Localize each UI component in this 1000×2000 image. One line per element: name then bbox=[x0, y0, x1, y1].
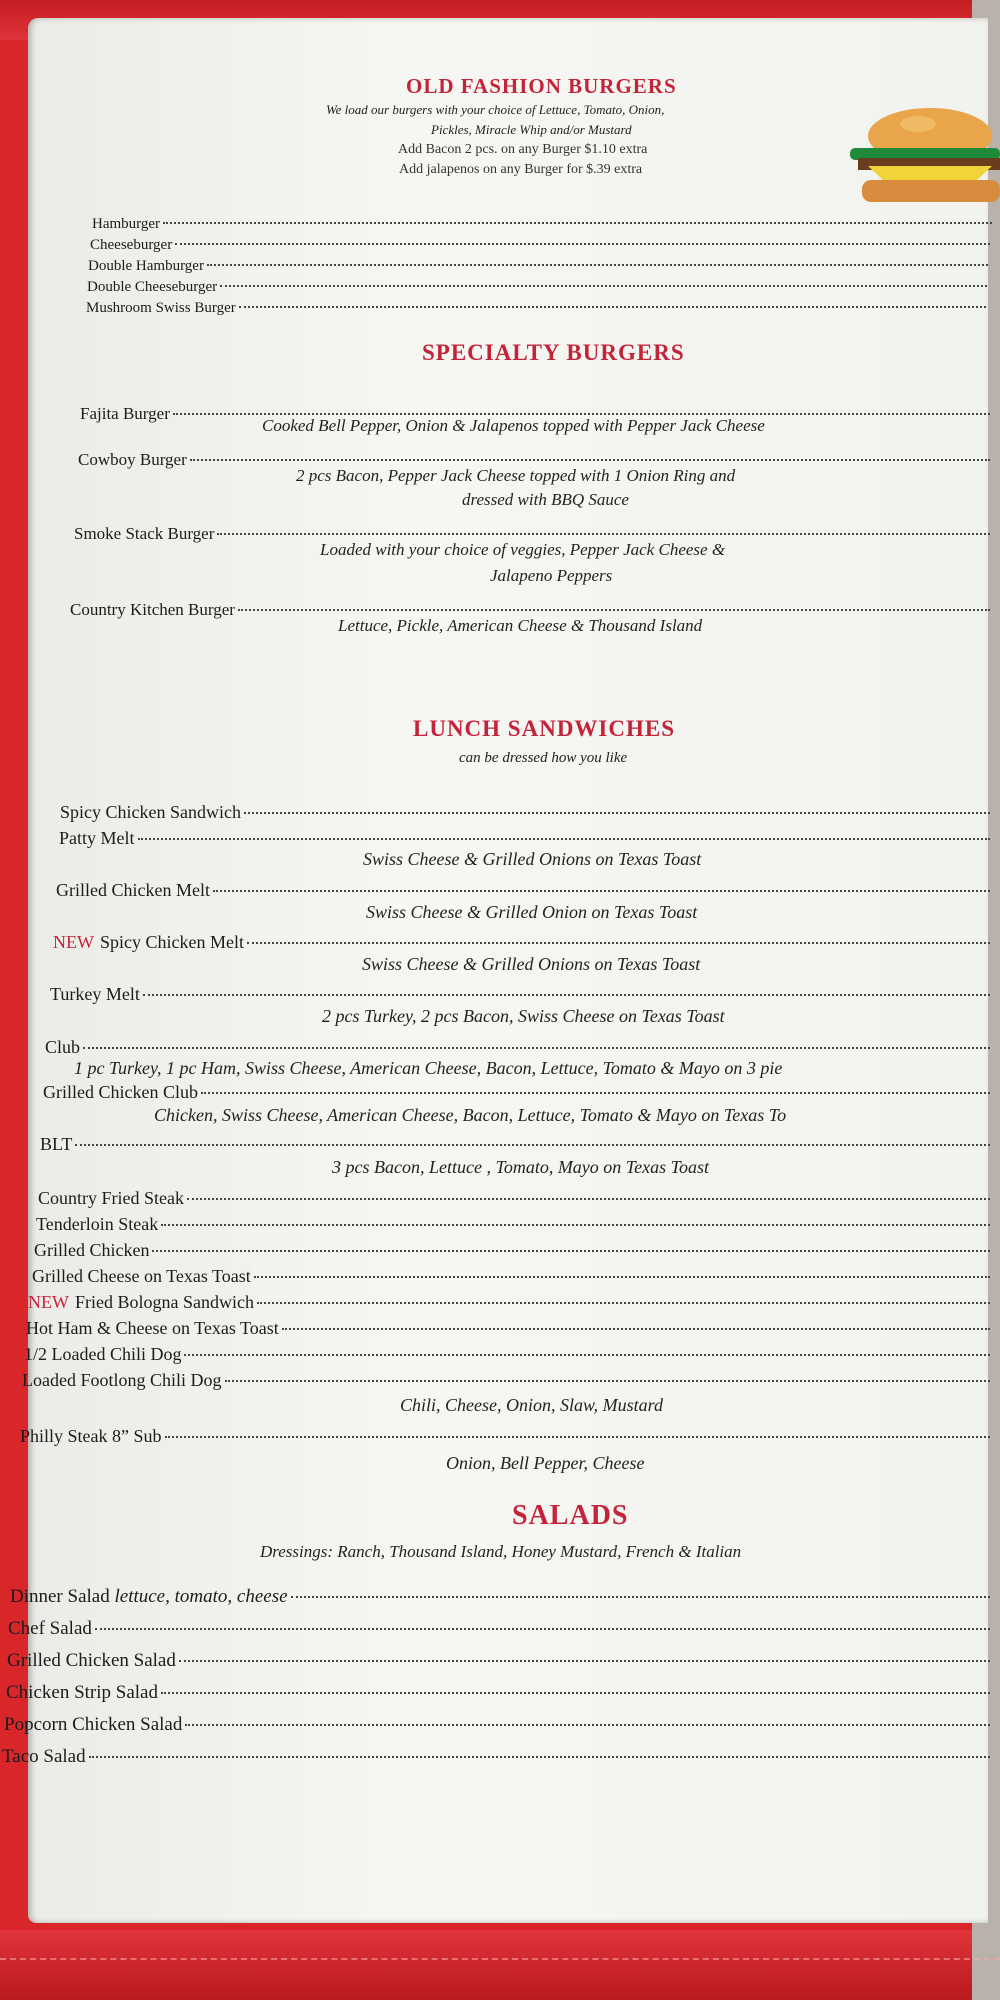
desc-spicy-chicken-melt: Swiss Cheese & Grilled Onions on Texas Toast bbox=[362, 954, 701, 974]
old-fashion-note-2: Pickles, Miracle Whip and/or Mustard bbox=[431, 122, 632, 137]
menu-item-smoke-stack-burger: Smoke Stack Burger bbox=[74, 524, 990, 544]
menu-item-grilled-cheese: Grilled Cheese on Texas Toast bbox=[32, 1266, 990, 1287]
desc-fajita-burger: Cooked Bell Pepper, Onion & Jalapenos topped with Pepper Jack Cheese bbox=[262, 416, 765, 435]
desc-patty-melt: Swiss Cheese & Grilled Onions on Texas Toast bbox=[363, 849, 702, 869]
desc-country-kitchen-burger: Lettuce, Pickle, American Cheese & Thousand Island bbox=[338, 616, 703, 635]
menu-item-loaded-footlong-chili-dog: Loaded Footlong Chili Dog bbox=[22, 1370, 990, 1391]
menu-item-double-hamburger: Double Hamburger bbox=[88, 258, 988, 275]
desc-grilled-chicken-melt: Swiss Cheese & Grilled Onion on Texas Toast bbox=[366, 902, 698, 922]
menu-item-grilled-chicken-melt: Grilled Chicken Melt bbox=[56, 880, 990, 901]
menu-item-country-fried-steak: Country Fried Steak bbox=[38, 1188, 990, 1209]
menu-item-half-loaded-chili-dog: 1/2 Loaded Chili Dog bbox=[24, 1344, 990, 1365]
menu-item-fajita-burger: Fajita Burger bbox=[80, 404, 990, 424]
lunch-title: LUNCH SANDWICHES bbox=[413, 716, 676, 741]
burger-icon bbox=[850, 106, 1000, 216]
menu-item-country-kitchen-burger: Country Kitchen Burger bbox=[70, 600, 990, 620]
desc-grilled-chicken-club: Chicken, Swiss Cheese, American Cheese, Bacon, Lettuce, Tomato & Mayo on Texas To bbox=[154, 1105, 787, 1125]
menu-item-cowboy-burger: Cowboy Burger bbox=[78, 450, 990, 470]
dinner-salad-extra: lettuce, tomato, cheese bbox=[114, 1586, 288, 1607]
desc-blt: 3 pcs Bacon, Lettuce , Tomato, Mayo on Texas Toast bbox=[332, 1157, 710, 1177]
new-badge: NEW bbox=[28, 1292, 69, 1312]
old-fashion-note-3: Add Bacon 2 pcs. on any Burger $1.10 extra bbox=[398, 142, 648, 157]
menu-item-fried-bologna-sandwich: NEW Fried Bologna Sandwich bbox=[28, 1292, 990, 1313]
menu-cover-bottom bbox=[0, 1930, 972, 2000]
menu-item-chicken-strip-salad: Chicken Strip Salad bbox=[6, 1682, 990, 1704]
menu-item-grilled-chicken: Grilled Chicken bbox=[34, 1240, 990, 1261]
menu-item-grilled-chicken-club: Grilled Chicken Club bbox=[43, 1082, 990, 1103]
menu-page bbox=[2, 18, 988, 1923]
menu-item-turkey-melt: Turkey Melt bbox=[50, 984, 990, 1005]
menu-item-taco-salad: Taco Salad bbox=[2, 1746, 990, 1768]
specialty-title: SPECIALTY BURGERS bbox=[422, 340, 685, 365]
salads-subtitle: Dressings: Ranch, Thousand Island, Honey Mustard, French & Italian bbox=[260, 1542, 742, 1561]
menu-item-hot-ham-cheese: Hot Ham & Cheese on Texas Toast bbox=[26, 1318, 990, 1339]
desc-smoke-stack-burger-1: Loaded with your choice of veggies, Pepper Jack Cheese & bbox=[320, 540, 726, 559]
desc-cowboy-burger-1: 2 pcs Bacon, Pepper Jack Cheese topped with 1 Onion Ring and bbox=[296, 466, 736, 485]
desc-club: 1 pc Turkey, 1 pc Ham, Swiss Cheese, American Cheese, Bacon, Lettuce, Tomato & Mayo on 3 pie bbox=[74, 1058, 783, 1078]
menu-item-spicy-chicken-melt: NEW Spicy Chicken Melt bbox=[53, 932, 990, 953]
old-fashion-note-4: Add jalapenos on any Burger for $.39 extra bbox=[399, 162, 643, 177]
menu-item-club: Club bbox=[45, 1037, 990, 1058]
menu-item-tenderloin-steak: Tenderloin Steak bbox=[36, 1214, 990, 1235]
menu-item-spicy-chicken-sandwich: Spicy Chicken Sandwich bbox=[60, 802, 990, 823]
new-badge: NEW bbox=[53, 932, 94, 952]
old-fashion-title: OLD FASHION BURGERS bbox=[406, 74, 677, 98]
cover-stitching bbox=[0, 1958, 1000, 1960]
desc-smoke-stack-burger-2: Jalapeno Peppers bbox=[490, 566, 613, 585]
menu-item-mushroom-swiss-burger: Mushroom Swiss Burger bbox=[86, 300, 986, 317]
desc-cowboy-burger-2: dressed with BBQ Sauce bbox=[462, 490, 629, 509]
menu-item-hamburger: Hamburger bbox=[92, 216, 992, 233]
desc-philly-steak-sub: Onion, Bell Pepper, Cheese bbox=[446, 1453, 645, 1473]
menu-item-chef-salad: Chef Salad bbox=[8, 1618, 990, 1640]
lunch-subtitle: can be dressed how you like bbox=[459, 750, 628, 766]
menu-item-blt: BLT bbox=[40, 1134, 990, 1155]
menu-item-patty-melt: Patty Melt bbox=[59, 828, 990, 849]
salads-title: SALADS bbox=[512, 1500, 629, 1531]
menu-item-popcorn-chicken-salad: Popcorn Chicken Salad bbox=[4, 1714, 990, 1736]
menu-item-dinner-salad: Dinner Salad lettuce, tomato, cheese bbox=[10, 1586, 990, 1608]
menu-item-double-cheeseburger: Double Cheeseburger bbox=[87, 279, 987, 296]
desc-turkey-melt: 2 pcs Turkey, 2 pcs Bacon, Swiss Cheese on Texas Toast bbox=[322, 1006, 725, 1026]
menu-item-philly-steak-sub: Philly Steak 8” Sub bbox=[20, 1426, 990, 1447]
menu-item-cheeseburger: Cheeseburger bbox=[90, 237, 990, 254]
desc-loaded-footlong-chili-dog: Chili, Cheese, Onion, Slaw, Mustard bbox=[400, 1395, 663, 1415]
old-fashion-note-1: We load our burgers with your choice of Lettuce, Tomato, Onion, bbox=[326, 102, 665, 117]
menu-item-grilled-chicken-salad: Grilled Chicken Salad bbox=[7, 1650, 990, 1672]
